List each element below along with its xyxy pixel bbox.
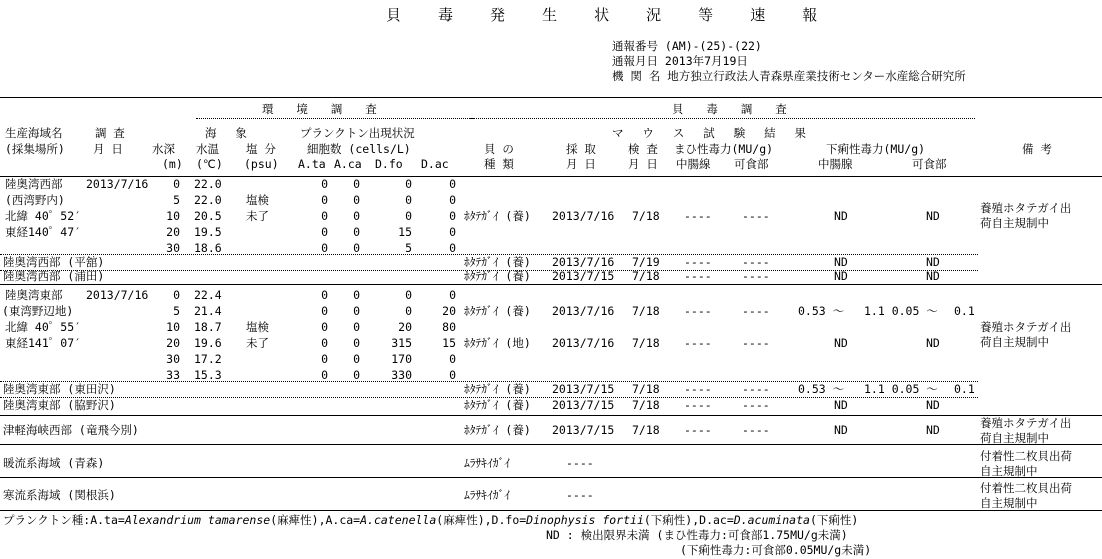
latitude: 北緯 40゜55′ xyxy=(5,320,82,334)
psp-edible-value: ---- xyxy=(742,209,770,223)
cells-header: 細胞数 (cells/L) xyxy=(307,142,411,156)
legend-prefix: プランクトン種:A.ta= xyxy=(3,513,125,527)
dac-value: 0 xyxy=(449,193,456,207)
dfo-value: 0 xyxy=(405,304,412,318)
toxin-header-underline xyxy=(470,118,975,119)
survey-date-header: 月 日 xyxy=(93,142,123,156)
test-date: 7/18 xyxy=(632,209,660,223)
sample-date: 2013/7/16 xyxy=(552,336,615,350)
section-rule xyxy=(0,477,1102,478)
dsp-edible-value: 0.1 xyxy=(954,304,975,318)
psp-gland-value: ---- xyxy=(684,423,712,437)
dsp-edible-value: ND xyxy=(926,336,940,350)
agency-name: 機 関 名 地方独立行政法人青森県産業技術センター水産総合研究所 xyxy=(612,69,966,83)
depth-value: 5 xyxy=(173,304,180,318)
ata-value: 0 xyxy=(321,225,328,239)
remark: 荷自主規制中 xyxy=(980,335,1049,349)
salinity-header: 塩 分 xyxy=(246,142,276,156)
temp-value: 17.2 xyxy=(194,352,222,366)
species-1-note: (麻痺性),A.ca= xyxy=(270,513,361,527)
sample-date: 2013/7/16 xyxy=(552,304,615,318)
depth-value: 20 xyxy=(166,225,180,239)
remark: 荷自主規制中 xyxy=(980,431,1049,445)
area-name: 寒流系海域 (関根浜) xyxy=(3,488,116,502)
psp-edible-header: 可食部 xyxy=(734,157,769,171)
test-date: 7/18 xyxy=(632,269,660,283)
dsp-edible-header: 可食部 xyxy=(912,157,947,171)
dsp-edible-range: 1.1 0.05 ～ xyxy=(864,304,938,318)
aca-value: 0 xyxy=(353,304,360,318)
salinity-note: 塩検 xyxy=(246,193,269,207)
depth-value: 30 xyxy=(166,352,180,366)
aca-header: A.ca xyxy=(334,157,362,171)
dfo-value: 0 xyxy=(405,177,412,191)
temp-value: 15.3 xyxy=(194,368,222,382)
temp-value: 22.0 xyxy=(194,193,222,207)
ata-value: 0 xyxy=(321,209,328,223)
species-4: D.acuminata xyxy=(733,513,810,527)
dsp-edible-value: ND xyxy=(926,209,940,223)
depth-value: 10 xyxy=(166,320,180,334)
dsp-gland-value: ND xyxy=(834,336,848,350)
test-date: 7/18 xyxy=(632,304,660,318)
depth-value: 20 xyxy=(166,336,180,350)
temp-value: 19.5 xyxy=(194,225,222,239)
survey-date: 2013/7/16 xyxy=(86,288,149,302)
sample-date: 2013/7/15 xyxy=(552,382,615,396)
depth-value: 5 xyxy=(173,193,180,207)
remarks-header: 備 考 xyxy=(1022,142,1052,156)
temp-header: 水温 xyxy=(196,142,219,156)
remark: 付着性二枚貝出荷 xyxy=(980,449,1072,463)
psp-gland-value: ---- xyxy=(684,336,712,350)
dfo-value: 5 xyxy=(405,241,412,255)
psp-header: まひ性毒力(MU/g) xyxy=(674,142,774,156)
dac-header: D.ac xyxy=(421,157,449,171)
survey-header: 調 査 xyxy=(95,126,125,140)
dsp-gland-value: ND xyxy=(834,423,848,437)
sample-date: 2013/7/15 xyxy=(552,423,615,437)
area-header: 生産海域名 xyxy=(5,126,63,140)
dfo-value: 315 xyxy=(391,336,412,350)
dfo-value: 330 xyxy=(391,368,412,382)
dsp-gland-header: 中腸腺 xyxy=(818,157,853,171)
species-2: A.catenella xyxy=(360,513,437,527)
remark: 荷自主規制中 xyxy=(980,216,1049,230)
shell-type-header: 種 類 xyxy=(484,157,514,171)
dsp-gland-value: 0.53 ～ xyxy=(798,382,845,396)
toxin-survey-header: 貝 毒 調 査 xyxy=(672,102,795,116)
psp-edible-value: ---- xyxy=(742,255,770,269)
shell-type: ﾎﾀﾃｶﾞｲ (養) xyxy=(464,209,531,223)
section-rule xyxy=(0,284,1102,285)
dac-value: 0 xyxy=(449,177,456,191)
ata-value: 0 xyxy=(321,288,328,302)
site-name: (東湾野辺地) xyxy=(2,304,74,318)
aca-value: 0 xyxy=(353,241,360,255)
dsp-header: 下痢性毒力(MU/g) xyxy=(826,142,926,156)
salinity-note: 未了 xyxy=(246,336,269,350)
shell-header: 貝 の xyxy=(484,142,514,156)
plankton-header: プランクトン出現状況 xyxy=(300,126,415,140)
nd-note: ND : 検出限界未満 (まひ性毒力:可食部1.75MU/g未満) xyxy=(546,528,848,542)
report-number: 通報番号 (AM)-(25)-(22) xyxy=(612,39,762,53)
psp-edible-value: ---- xyxy=(742,269,770,283)
shell-type: ﾎﾀﾃｶﾞｲ (養) xyxy=(464,398,531,412)
temp-unit: (℃) xyxy=(196,157,223,171)
temp-value: 19.6 xyxy=(194,336,222,350)
ata-value: 0 xyxy=(321,368,328,382)
dac-value: 0 xyxy=(449,241,456,255)
dsp-gland-value: ND xyxy=(834,209,848,223)
shell-type: ﾑﾗｻｷｲｶﾞｲ xyxy=(464,456,510,470)
test-header: 検 査 xyxy=(628,142,658,156)
depth-value: 10 xyxy=(166,209,180,223)
species-1: Alexandrium tamarense xyxy=(124,513,271,527)
shell-type: ﾎﾀﾃｶﾞｲ (養) xyxy=(464,382,531,396)
area-name: 陸奥湾西部 xyxy=(5,177,63,191)
dac-value: 20 xyxy=(442,304,456,318)
depth-value: 33 xyxy=(166,368,180,382)
temp-value: 18.7 xyxy=(194,320,222,334)
dfo-value: 0 xyxy=(405,288,412,302)
test-date: 7/18 xyxy=(632,398,660,412)
sample-date: ---- xyxy=(566,488,594,502)
dfo-value: 20 xyxy=(398,320,412,334)
psp-edible-value: ---- xyxy=(742,382,770,396)
section-rule xyxy=(0,444,1102,445)
depth-header: 水深 xyxy=(152,142,175,156)
remark: 養殖ホタテガイ出 xyxy=(980,201,1072,215)
area-name: 陸奥湾東部 (脇野沢) xyxy=(3,398,116,412)
env-header-underline xyxy=(196,118,474,119)
dsp-edible-value: ND xyxy=(926,398,940,412)
sample-date: 2013/7/16 xyxy=(552,209,615,223)
dsp-gland-value: 0.53 ～ xyxy=(798,304,845,318)
test-date: 7/18 xyxy=(632,423,660,437)
aca-value: 0 xyxy=(353,288,360,302)
dfo-header: D.fo xyxy=(375,157,403,171)
area-name: 陸奥湾西部 (浦田) xyxy=(3,269,105,283)
dsp-gland-value: ND xyxy=(834,269,848,283)
test-date: 7/19 xyxy=(632,255,660,269)
dsp-edible-value: ND xyxy=(926,423,940,437)
psp-gland-value: ---- xyxy=(684,304,712,318)
dac-value: 0 xyxy=(449,225,456,239)
aca-value: 0 xyxy=(353,352,360,366)
shell-type: ﾎﾀﾃｶﾞｲ (養) xyxy=(464,255,531,269)
dsp-edible-value: ND xyxy=(926,269,940,283)
psp-edible-value: ---- xyxy=(742,423,770,437)
sample-header: 採 取 xyxy=(566,142,596,156)
shell-type: ﾑﾗｻｷｲｶﾞｲ xyxy=(464,488,510,502)
sample-date: ---- xyxy=(566,456,594,470)
ata-header: A.ta xyxy=(298,157,326,171)
survey-date: 2013/7/16 xyxy=(86,177,149,191)
dsp-edible-range: 1.1 0.05 ～ xyxy=(864,382,938,396)
psp-gland-value: ---- xyxy=(684,209,712,223)
psp-gland-value: ---- xyxy=(684,398,712,412)
area-name: 陸奥湾西部 (平舘) xyxy=(3,255,105,269)
dfo-value: 170 xyxy=(391,352,412,366)
species-3: Dinophysis fortii xyxy=(526,513,644,527)
depth-value: 0 xyxy=(173,177,180,191)
area-name: 陸奥湾東部 xyxy=(5,288,63,302)
dfo-value: 0 xyxy=(405,209,412,223)
temp-value: 18.6 xyxy=(194,241,222,255)
ata-value: 0 xyxy=(321,304,328,318)
env-survey-header: 環 境 調 査 xyxy=(262,102,385,116)
longitude: 東経141゜07′ xyxy=(5,336,82,350)
area-name: 津軽海峡西部 (竜飛今別) xyxy=(3,423,139,437)
ata-value: 0 xyxy=(321,193,328,207)
dac-value: 0 xyxy=(449,288,456,302)
salinity-unit: (psu) xyxy=(244,157,279,171)
test-date: 7/18 xyxy=(632,382,660,396)
aca-value: 0 xyxy=(353,336,360,350)
plankton-legend xyxy=(3,513,858,527)
sample-date: 2013/7/15 xyxy=(552,398,615,412)
longitude: 東経140゜47′ xyxy=(5,225,82,239)
dsp-edible-value: 0.1 xyxy=(954,382,975,396)
shell-type: ﾎﾀﾃｶﾞｲ (養) xyxy=(464,304,531,318)
temp-value: 21.4 xyxy=(194,304,222,318)
remark: 付着性二枚貝出荷 xyxy=(980,481,1072,495)
remark: 養殖ホタテガイ出 xyxy=(980,416,1072,430)
aca-value: 0 xyxy=(353,225,360,239)
dac-value: 0 xyxy=(449,209,456,223)
table-top-rule xyxy=(0,97,1102,98)
dac-value: 15 xyxy=(442,336,456,350)
area-name: 暖流系海域 (青森) xyxy=(3,456,105,470)
aca-value: 0 xyxy=(353,177,360,191)
area-name: 陸奥湾東部 (東田沢) xyxy=(3,382,116,396)
psp-edible-value: ---- xyxy=(742,304,770,318)
depth-value: 30 xyxy=(166,241,180,255)
ata-value: 0 xyxy=(321,241,328,255)
psp-gland-header: 中腸線 xyxy=(676,157,711,171)
test-date: 7/18 xyxy=(632,336,660,350)
section-rule xyxy=(0,415,1102,416)
ata-value: 0 xyxy=(321,352,328,366)
site-name: (西湾野内) xyxy=(5,193,65,207)
mouse-test-header: マ ウ ス 試 験 結 果 xyxy=(612,126,813,140)
ata-value: 0 xyxy=(321,177,328,191)
psp-edible-value: ---- xyxy=(742,336,770,350)
species-4-note: (下痢性) xyxy=(809,513,859,527)
psp-gland-value: ---- xyxy=(684,382,712,396)
aca-value: 0 xyxy=(353,320,360,334)
shell-type: ﾎﾀﾃｶﾞｲ (地) xyxy=(464,336,531,350)
temp-value: 22.0 xyxy=(194,177,222,191)
sample-date: 2013/7/15 xyxy=(552,269,615,283)
sample-date-header: 月 日 xyxy=(566,157,596,171)
shell-type: ﾎﾀﾃｶﾞｲ (養) xyxy=(464,269,531,283)
aca-value: 0 xyxy=(353,193,360,207)
aca-value: 0 xyxy=(353,209,360,223)
dfo-value: 0 xyxy=(405,193,412,207)
report-title: 貝 毒 発 生 状 況 等 速 報 xyxy=(386,6,832,24)
salinity-note: 未了 xyxy=(246,209,269,223)
dac-value: 0 xyxy=(449,352,456,366)
dac-value: 0 xyxy=(449,368,456,382)
aca-value: 0 xyxy=(353,368,360,382)
remark: 自主規制中 xyxy=(980,464,1038,478)
species-3-note: (下痢性),D.ac= xyxy=(643,513,734,527)
shell-type: ﾎﾀﾃｶﾞｲ (養) xyxy=(464,423,531,437)
test-date-header: 月 日 xyxy=(628,157,658,171)
dfo-value: 15 xyxy=(398,225,412,239)
dsp-edible-value: ND xyxy=(926,255,940,269)
depth-value: 0 xyxy=(173,288,180,302)
sample-date: 2013/7/16 xyxy=(552,255,615,269)
temp-value: 22.4 xyxy=(194,288,222,302)
temp-value: 20.5 xyxy=(194,209,222,223)
remark: 養殖ホタテガイ出 xyxy=(980,320,1072,334)
report-date: 通報月日 2013年7月19日 xyxy=(612,54,748,68)
site-header: (採集場所) xyxy=(5,142,65,156)
table-bottom-rule xyxy=(0,510,1102,511)
ata-value: 0 xyxy=(321,320,328,334)
psp-gland-value: ---- xyxy=(684,255,712,269)
ata-value: 0 xyxy=(321,336,328,350)
dac-value: 80 xyxy=(442,320,456,334)
psp-edible-value: ---- xyxy=(742,398,770,412)
psp-gland-value: ---- xyxy=(684,269,712,283)
salinity-note: 塩検 xyxy=(246,320,269,334)
nd-note-2: (下痢性毒力:可食部0.05MU/g未満) xyxy=(680,543,872,557)
dsp-gland-value: ND xyxy=(834,398,848,412)
depth-unit: (m) xyxy=(162,157,183,171)
dsp-gland-value: ND xyxy=(834,255,848,269)
latitude: 北緯 40゜52′ xyxy=(5,209,82,223)
remark: 自主規制中 xyxy=(980,496,1038,510)
species-2-note: (麻痺性),D.fo= xyxy=(436,513,527,527)
sea-header: 海 象 xyxy=(205,126,253,140)
